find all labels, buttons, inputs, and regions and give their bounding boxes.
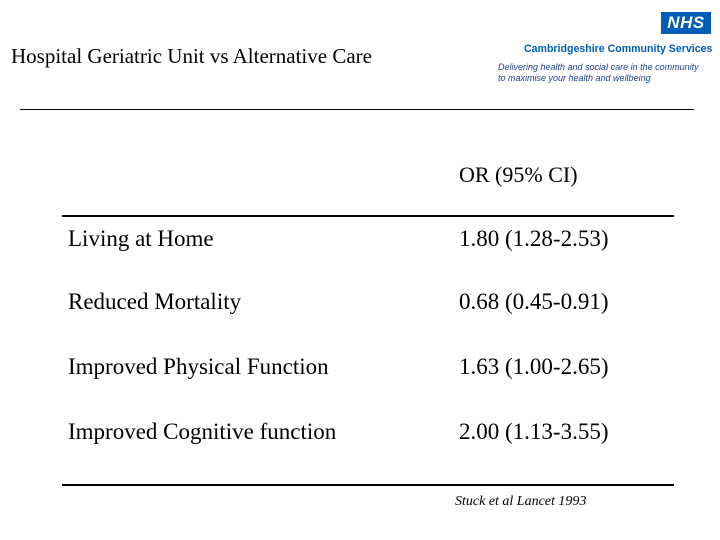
nhs-logo	[496, 12, 711, 87]
column-header-or: OR (95% CI)	[459, 162, 578, 187]
row-value: 0.68 (0.45-0.91)	[459, 289, 609, 314]
nhs-badge: NHS	[661, 12, 711, 34]
row-label: Improved Physical Function	[68, 354, 329, 379]
row-value: 2.00 (1.13-3.55)	[459, 419, 609, 444]
tagline-line-2: to maximise your health and wellbeing	[498, 72, 651, 83]
row-value: 1.63 (1.00-2.65)	[459, 354, 609, 379]
organisation-tagline	[498, 62, 699, 83]
slide-title: Hospital Geriatric Unit vs Alternative Care	[11, 44, 372, 68]
title-divider	[20, 109, 694, 110]
table-top-rule	[62, 215, 674, 217]
row-label: Living at Home	[68, 226, 214, 251]
table-bottom-rule	[62, 484, 674, 486]
tagline-line-1: Delivering health and social care in the community	[498, 62, 699, 72]
row-label: Reduced Mortality	[68, 289, 242, 314]
row-value: 1.80 (1.28-2.53)	[459, 226, 609, 251]
citation: Stuck et al Lancet 1993	[455, 494, 587, 509]
organisation-name: Cambridgeshire Community Services	[524, 43, 713, 55]
row-label: Improved Cognitive function	[68, 419, 337, 444]
